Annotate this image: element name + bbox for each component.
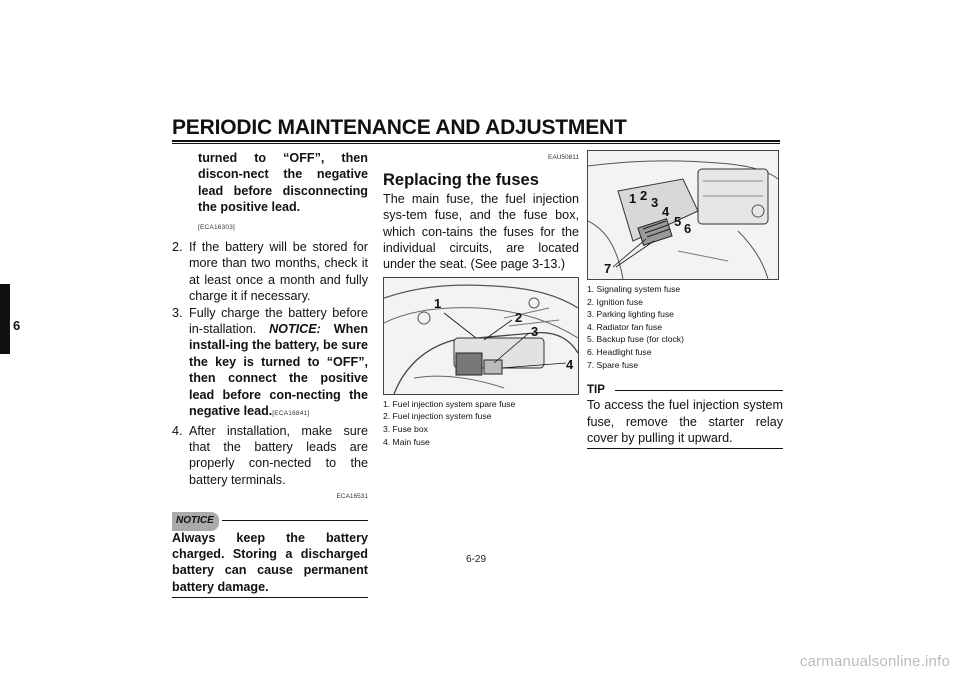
notice-header [172,510,368,528]
tip-end-rule [587,448,783,449]
notice-inline-label: NOTICE: [269,322,321,337]
caption-item: 3. Fuse box [383,424,428,435]
page-number: 6-29 [466,554,487,565]
notice-end-rule [172,597,368,598]
tip-label: TIP [587,384,605,397]
section-body: The main fuse, the fuel injection sys-tem fuse, and the fuse box, which con-tains the fuses for the individual circuits, are located under the seat. (See page 3-13.) [383,191,579,272]
tip-header [587,379,783,397]
caption-item: 1. Signaling system fuse [587,284,681,294]
fuse-box-illustration [588,151,778,279]
column-1 [172,150,368,598]
notice-rule [222,520,368,521]
column-2 [383,150,579,448]
caption-item: 6. Headlight fuse [587,346,652,357]
list-text: After installation, make sure that the battery leads are properly con-nected to the battery terminals. [189,423,368,487]
figure-callout-1: 1 [629,191,637,206]
figure-callout-6: 6 [684,221,692,236]
page-title: PERIODIC MAINTENANCE AND ADJUSTMENT [172,116,627,139]
chapter-number: 6 [13,318,21,333]
fuse-box-figure [587,150,779,280]
column-3 [587,150,783,449]
caption-item: 4. Radiator fan fuse [587,321,663,332]
figure-callout-3: 3 [651,195,659,210]
notice-body: Always keep the battery charged. Storing a discharged battery can cause permanent battery damage. [172,530,368,594]
figure-callout-5: 5 [674,214,682,229]
figure-callout-2: 2 [640,188,648,203]
list-number: 3. [172,305,183,320]
figure-callout-2: 2 [515,309,523,325]
title-rule-thin [172,143,780,144]
figure-callout-7: 7 [604,261,612,276]
caption-item: 3. Parking lighting fuse [587,309,674,320]
notice-inline-code: [ECA16841] [272,410,310,418]
motorcycle-under-seat-illustration [384,278,578,394]
tip-rule [615,390,783,391]
list-text: Fully charge the battery before in-stallation. [189,305,368,337]
caption-item: 2. Ignition fuse [587,296,643,307]
continuation-code: [ECA16303] [198,223,236,231]
chapter-tab [0,284,10,354]
notice-inline-text: When install-ing the battery, be sure the key is turned to “OFF”, then connect the positive lead before con-necting the negative lead. [189,322,369,419]
figure-callout-4: 4 [566,356,574,372]
title-rule [172,140,780,142]
fuse-location-figure [383,277,579,395]
tip-body: To access the fuel injection system fuse, remove the starter relay cover by pulling it upward. [587,398,783,445]
watermark: carmanualsonline.info [799,653,950,670]
caption-item: 4. Main fuse [383,436,430,447]
notice-code: ECA16531 [336,493,368,501]
caption-item: 7. Spare fuse [587,359,639,370]
list-number: 4. [172,423,183,438]
caption-item: 5. Backup fuse (for clock) [587,334,684,345]
caption-item: 1. Fuel injection system spare fuse [383,398,516,409]
section-heading: Replacing the fuses [383,171,539,190]
continuation-warning: turned to “OFF”, then discon-nect the negative lead before disconnecting the positive lead. [198,151,368,215]
caption-item: 2. Fuel injection system fuse [383,411,492,422]
list-text: If the battery will be stored for more than two months, check it at least once a month and fully charge it if necessary. [189,240,368,304]
notice-badge: NOTICE [172,512,219,531]
list-item-2 [172,239,368,305]
list-item-3 [172,305,368,423]
figure-caption [587,283,783,371]
figure-callout-4: 4 [662,204,670,219]
figure-caption [383,398,579,448]
list-number: 2. [172,240,183,255]
figure-callout-1: 1 [434,295,442,311]
section-code: EAU50811 [548,154,579,161]
figure-callout-3: 3 [531,323,539,339]
list-item-4 [172,423,368,489]
